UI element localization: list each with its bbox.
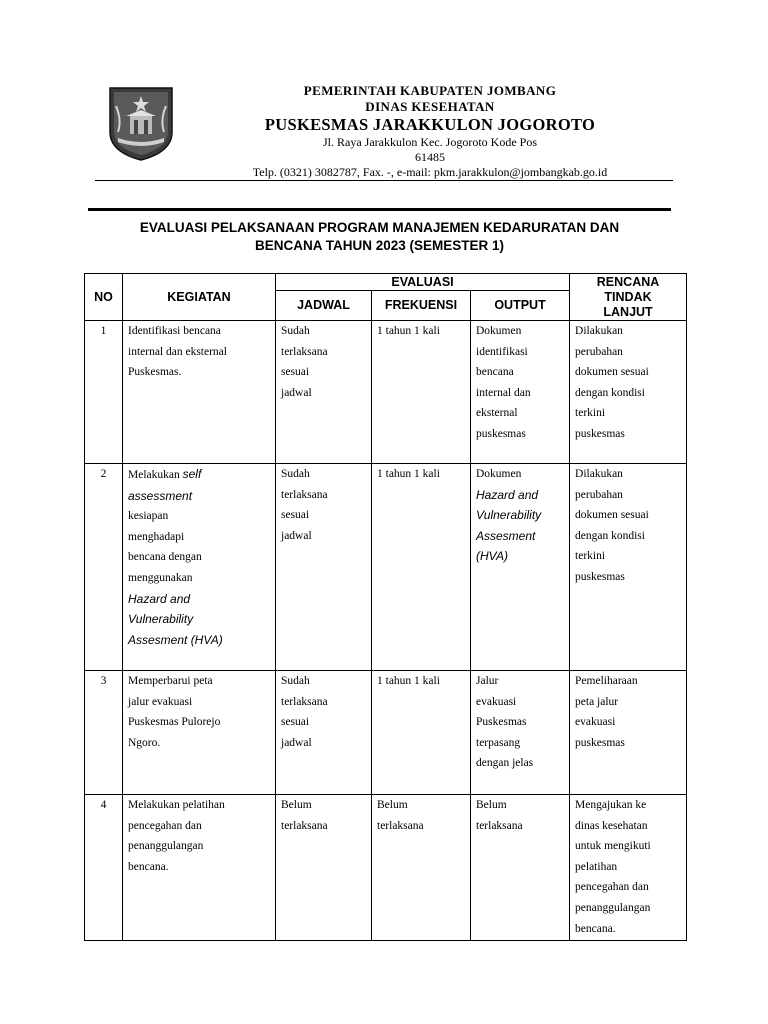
cell-line: dengan jelas: [476, 757, 534, 770]
cell-line: kesiapan: [128, 510, 169, 523]
cell-line: peta jalur: [575, 695, 619, 708]
cell-line: jalur evakuasi: [128, 695, 193, 708]
cell-line: perubahan: [575, 345, 623, 358]
cell-line: Belum: [476, 799, 507, 811]
cell-line: sesuai: [281, 716, 310, 729]
table-row: [85, 464, 687, 671]
cell-line: bencana.: [128, 860, 169, 873]
evaluation-table: [84, 273, 687, 941]
cell-line: (HVA): [476, 549, 509, 564]
cell-line: Puskesmas: [476, 716, 527, 729]
cell-frekuensi: [372, 795, 471, 941]
cell-line: untuk mengikuti: [575, 840, 651, 853]
cell-line: dinas kesehatan: [575, 819, 648, 832]
cell-line: Dokumen: [476, 325, 522, 337]
cell-line: pencegahan dan: [128, 819, 202, 832]
cell-line: dokumen sesuai: [575, 366, 649, 379]
header-rencana-line2: TINDAK: [604, 289, 652, 304]
header-evaluasi: EVALUASI: [276, 274, 570, 291]
cell-rencana: [570, 795, 687, 941]
cell-frekuensi: 1 tahun 1 kali: [372, 321, 471, 464]
cell-kegiatan: [123, 671, 276, 795]
cell-line: Hazard and: [128, 591, 191, 606]
letterhead-contact: Telp. (0321) 3082787, Fax. -, e-mail: pkm.jarakkulon@jombangkab.go.id: [252, 165, 608, 179]
cell-output: [471, 464, 570, 671]
cell-line: puskesmas: [575, 570, 625, 583]
cell-no: 4: [85, 795, 123, 941]
cell-line: sesuai: [281, 509, 310, 522]
cell-line: internal dan: [476, 386, 531, 399]
cell-no: 2: [85, 464, 123, 671]
table-row: [85, 795, 687, 941]
cell-line: terlaksana: [281, 488, 328, 501]
cell-jadwal: [276, 671, 372, 795]
kegiatan-text: Melakukan: [128, 469, 183, 481]
cell-line: Sudah: [281, 468, 310, 480]
letterhead-divider: [95, 180, 673, 181]
cell-line: puskesmas: [476, 427, 526, 440]
cell-line: perubahan: [575, 488, 623, 501]
cell-line: [128, 464, 270, 486]
letterhead-postal-code: 61485: [415, 150, 445, 164]
cell-output: [471, 321, 570, 464]
cell-line: Dilakukan: [575, 325, 623, 337]
cell-line: penanggulangan: [128, 840, 204, 853]
cell-line: Dokumen: [476, 468, 522, 480]
cell-jadwal: [276, 795, 372, 941]
cell-line: internal dan eksternal: [128, 345, 227, 358]
cell-line: assessment: [128, 488, 193, 503]
header-jadwal: JADWAL: [276, 291, 372, 321]
letterhead-government: PEMERINTAH KABUPATEN JOMBANG: [303, 83, 557, 98]
cell-line: Vulnerability: [476, 508, 542, 523]
cell-line: terlaksana: [281, 819, 328, 832]
cell-line: Assesment: [476, 528, 536, 543]
cell-jadwal: [276, 321, 372, 464]
cell-line: bencana.: [575, 922, 616, 935]
cell-line: penanggulangan: [575, 901, 651, 914]
cell-line: menggunakan: [128, 571, 193, 584]
cell-jadwal: [276, 464, 372, 671]
cell-line: terkini: [575, 550, 606, 563]
document-title-line1: EVALUASI PELAKSANAAN PROGRAM MANAJEMEN KEDARURATAN DAN: [139, 220, 620, 235]
cell-output: [471, 671, 570, 795]
cell-line: Puskesmas.: [128, 366, 182, 379]
cell-line: terlaksana: [377, 819, 424, 832]
cell-line: Vulnerability: [128, 612, 194, 627]
letterhead-address: Jl. Raya Jarakkulon Kec. Jogoroto Kode Pos: [323, 135, 537, 149]
document-title: [88, 219, 671, 255]
cell-frekuensi: 1 tahun 1 kali: [372, 671, 471, 795]
header-rencana-tindak-lanjut: [570, 274, 687, 321]
cell-line: Belum: [281, 799, 312, 811]
document-title-line2: BENCANA TAHUN 2023 (SEMESTER 1): [254, 238, 505, 253]
cell-line: terlaksana: [476, 819, 523, 832]
header-rencana-line1: RENCANA: [596, 274, 660, 289]
cell-rencana: [570, 464, 687, 671]
title-divider: [88, 208, 671, 211]
cell-line: bencana: [476, 366, 514, 379]
cell-line: Pemeliharaan: [575, 675, 638, 687]
cell-kegiatan: [123, 321, 276, 464]
cell-rencana: [570, 321, 687, 464]
cell-line: Hazard and: [476, 487, 539, 502]
cell-output: [471, 795, 570, 941]
cell-rencana: [570, 671, 687, 795]
letterhead-institution: PUSKESMAS JARAKKULON JOGOROTO: [264, 115, 596, 134]
cell-line: Memperbarui peta: [128, 675, 213, 687]
cell-line: terlaksana: [281, 695, 328, 708]
cell-line: Sudah: [281, 325, 310, 337]
cell-line: puskesmas: [575, 736, 625, 749]
cell-line: menghadapi: [128, 530, 185, 543]
cell-line: evakuasi: [476, 695, 517, 708]
cell-line: Ngoro.: [128, 736, 161, 749]
table-row: [85, 321, 687, 464]
cell-line: jadwal: [281, 386, 312, 399]
cell-no: 3: [85, 671, 123, 795]
cell-line: Puskesmas Pulorejo: [128, 716, 221, 729]
jombang-emblem-logo: [108, 86, 174, 162]
cell-line: Belum: [377, 799, 408, 811]
cell-line: terkini: [575, 407, 606, 420]
header-output: OUTPUT: [471, 291, 570, 321]
cell-line: identifikasi: [476, 345, 528, 358]
cell-line: dengan kondisi: [575, 529, 645, 542]
cell-line: pelatihan: [575, 860, 618, 873]
header-kegiatan: KEGIATAN: [123, 274, 276, 321]
table-row: [85, 671, 687, 795]
header-rencana-line3: LANJUT: [603, 304, 653, 319]
cell-kegiatan: [123, 464, 276, 671]
cell-line: Sudah: [281, 675, 310, 687]
cell-line: sesuai: [281, 366, 310, 379]
cell-line: dokumen sesuai: [575, 509, 649, 522]
header-frekuensi: FREKUENSI: [372, 291, 471, 321]
cell-line: bencana dengan: [128, 551, 202, 564]
letterhead-department: DINAS KESEHATAN: [365, 99, 495, 114]
cell-line: terpasang: [476, 736, 521, 749]
cell-frekuensi: 1 tahun 1 kali: [372, 464, 471, 671]
header-no: NO: [85, 274, 123, 321]
cell-line: terlaksana: [281, 345, 328, 358]
cell-line: Dilakukan: [575, 468, 623, 480]
cell-no: 1: [85, 321, 123, 464]
cell-line: jadwal: [281, 736, 312, 749]
cell-line: dengan kondisi: [575, 386, 645, 399]
letterhead: [200, 82, 660, 180]
cell-line: Mengajukan ke: [575, 799, 647, 811]
cell-line: pencegahan dan: [575, 881, 649, 894]
cell-kegiatan: [123, 795, 276, 941]
cell-line: jadwal: [281, 529, 312, 542]
cell-line: puskesmas: [575, 427, 625, 440]
kegiatan-italic: self: [182, 467, 202, 481]
cell-line: evakuasi: [575, 716, 616, 729]
cell-line: Assesment (HVA): [128, 632, 223, 647]
cell-line: Jalur: [476, 675, 499, 687]
cell-line: Melakukan pelatihan: [128, 799, 225, 811]
cell-line: Identifikasi bencana: [128, 325, 221, 337]
cell-line: eksternal: [476, 407, 518, 420]
